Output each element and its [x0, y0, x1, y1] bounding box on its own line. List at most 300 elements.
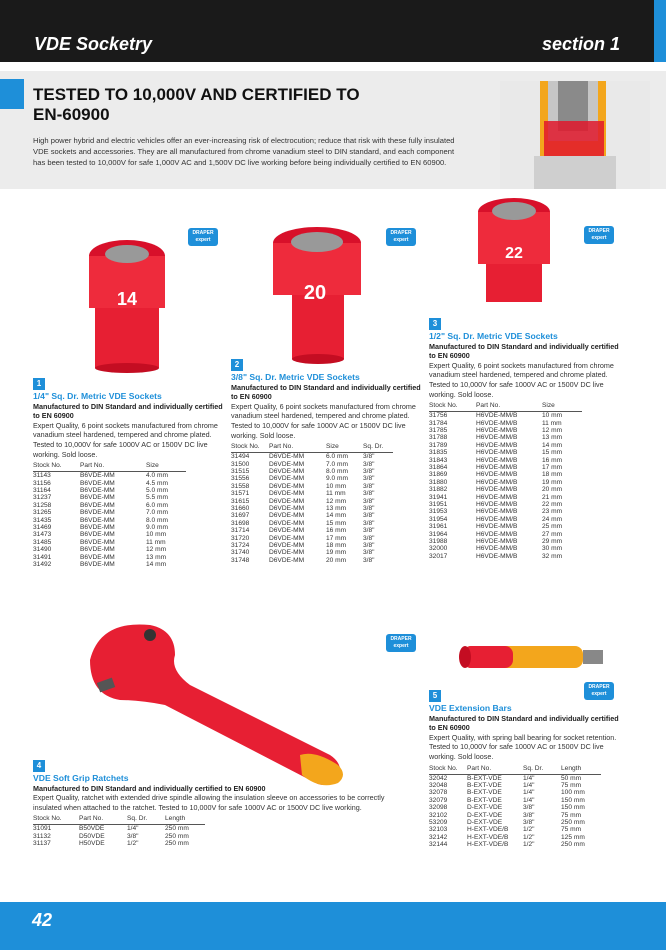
table-cell: 31698 — [231, 519, 250, 527]
table-cell: 11 mm — [326, 490, 346, 498]
section-description: Expert Quality, ratchet with extended drive spindle allowing the insulation sleeve on accessories to be correctly insulated when attached to the ratchet. Tested to 10,000V for safe 1000V AC or 1500V DC live working. — [33, 793, 385, 812]
table-cell: 31492 — [33, 561, 52, 569]
table-cell: 31880 — [429, 478, 448, 486]
section-description: Expert Quality, 6 point sockets manufactured from chrome vanadium steel hardened, tempered and chrome plated. Tested to 10,000V for safe 1000V AC or 1500V DC live working. Sold loose. — [33, 420, 218, 459]
table-cell: 53209 — [429, 819, 448, 826]
table-cell: 31571 — [231, 490, 250, 498]
table-row — [231, 498, 393, 505]
table-cell: H6VDE-MM/B — [476, 478, 518, 486]
table-cell: 32142 — [429, 833, 448, 841]
table-row — [33, 546, 186, 553]
table-cell: 31869 — [429, 471, 448, 479]
table-cell: 25 mm — [542, 523, 563, 531]
table-cell: 10 mm — [326, 482, 347, 490]
table-cell: 31164 — [33, 486, 51, 494]
section-subtitle: Manufactured to DIN Standard and individually certified to EN 60900 — [33, 401, 223, 421]
product-table: Stock No. Part No. Sq. Dr. Length 32042 B-EXT-VDE 1/4" 50 mm 32048 B-EXT-VDE 1/4" 75 mm 32078 B-EXT-VDE 1/4" 100 mm 32079 B-EXT-VDE 1/4" 150 mm 32098 D-EXT-VDE 3/8" 150 mm 32102 D-EXT-VDE 3/8" 75 mm 53209 D-EXT-VDE 3/8" 250 mm 32103 H-EXT-VDE/B 1/2" 75 mm 32142 H-EXT-VDE/B 1/2" 125 mm 32144 H-EXT-VDE/B 1/2" 250 mm — [429, 765, 601, 849]
table-cell: 15 mm — [542, 449, 563, 457]
table-cell: 3/8" — [363, 490, 375, 498]
svg-text:20: 20 — [303, 282, 327, 304]
table-cell: 31720 — [231, 534, 250, 542]
section-subtitle: Manufactured to DIN Standard and individually certified to EN 60900 — [231, 382, 421, 402]
table-cell: 31473 — [33, 531, 52, 539]
table-cell: H6VDE-MM/B — [476, 464, 518, 471]
table-row — [429, 774, 601, 782]
table-cell: 12 mm — [146, 546, 167, 554]
section-number: 3 — [429, 318, 441, 330]
table-cell: 32042 — [429, 774, 448, 782]
table-cell: 17 mm — [542, 464, 563, 471]
section-description: Expert Quality, with spring ball bearing for socket retention. Tested to 10,000V for safe 1000V AC or 1500V DC live working. Sold loose. — [429, 732, 617, 761]
table-cell: 3/8" — [523, 811, 535, 819]
table-cell: 3/8" — [363, 519, 375, 527]
table-row — [429, 442, 582, 449]
table-cell: H6VDE-MM/B — [476, 486, 518, 494]
table-cell: D6VDE-MM — [269, 482, 305, 490]
table-cell: B6VDE-MM — [80, 546, 115, 554]
header-accent — [654, 0, 666, 62]
table-cell: 31954 — [429, 515, 448, 523]
table-cell: H6VDE-MM/B — [476, 530, 518, 538]
extension-bar-image — [455, 628, 615, 678]
product-section-3 — [429, 318, 619, 560]
table-cell: 31132 — [33, 832, 51, 840]
intro-panel — [0, 71, 666, 189]
table-cell: B6VDE-MM — [80, 553, 115, 561]
table-cell: 3/8" — [363, 497, 375, 505]
table-cell: B6VDE-MM — [80, 486, 115, 494]
table-cell: 1/4" — [127, 825, 139, 833]
table-row — [33, 825, 205, 833]
table-row — [33, 524, 186, 531]
table-cell: 31697 — [231, 512, 250, 520]
table-cell: H6VDE-MM/B — [476, 449, 518, 457]
table-cell: 22 mm — [542, 501, 563, 509]
table-cell: 9.0 mm — [146, 524, 168, 531]
table-cell: 13 mm — [542, 434, 563, 442]
table-cell: 32103 — [429, 826, 448, 834]
table-row — [429, 412, 582, 420]
table-cell: 3/8" — [363, 505, 375, 512]
table-cell: 12 mm — [326, 497, 347, 505]
table-cell: D6VDE-MM — [269, 519, 305, 527]
table-row — [429, 449, 582, 456]
table-row — [429, 427, 582, 434]
table-cell: 3/8" — [127, 832, 139, 840]
table-cell: H6VDE-MM/B — [476, 412, 518, 420]
table-cell: 4.0 mm — [146, 472, 168, 480]
table-cell: B6VDE-MM — [80, 561, 115, 569]
table-cell: 8.0 mm — [326, 467, 348, 475]
table-cell: H6VDE-MM/B — [476, 471, 518, 479]
table-cell: 6.0 mm — [326, 453, 348, 461]
table-cell: D6VDE-MM — [269, 556, 305, 564]
section-title: VDE Extension Bars — [429, 703, 512, 713]
table-cell: 14 mm — [146, 561, 167, 569]
table-row — [429, 553, 582, 560]
table-cell: B6VDE-MM — [80, 509, 115, 517]
table-cell: B-EXT-VDE — [467, 796, 502, 804]
table-cell: 5.5 mm — [146, 494, 168, 502]
draper-logo: DRAPER expert — [386, 634, 416, 652]
table-row — [429, 523, 582, 530]
table-row — [231, 527, 393, 534]
draper-logo: DRAPER expert — [584, 226, 614, 244]
table-cell: 3/8" — [363, 549, 375, 557]
table-cell: D6VDE-MM — [269, 534, 305, 542]
table-row — [231, 505, 393, 512]
table-cell: 31953 — [429, 508, 448, 516]
table-cell: 31500 — [231, 460, 250, 468]
section-subtitle: Manufactured to DIN Standard and individually certified to EN 60900 — [429, 713, 619, 733]
table-cell: B6VDE-MM — [80, 472, 115, 480]
table-cell: 3/8" — [363, 556, 375, 564]
table-cell: D6VDE-MM — [269, 453, 305, 461]
table-cell: D6VDE-MM — [269, 475, 305, 483]
table-row — [231, 483, 393, 490]
table-cell: 3/8" — [363, 475, 375, 483]
table-row — [231, 542, 393, 549]
table-cell: 31237 — [33, 494, 52, 502]
table-cell: H6VDE-MM/B — [476, 501, 518, 509]
product-table: Stock No. Part No. Sq. Dr. Length 31091 B50VDE 1/4" 250 mm 31132 D50VDE 3/8" 250 mm 31137 H50VDE 1/2" 250 mm — [33, 815, 205, 847]
table-cell: 3/8" — [523, 819, 535, 826]
table-cell: 32102 — [429, 811, 448, 819]
table-cell: H6VDE-MM/B — [476, 493, 518, 501]
table-row — [429, 457, 582, 464]
table-cell: 31490 — [33, 546, 52, 554]
table-cell: 32048 — [429, 781, 448, 789]
table-row — [231, 461, 393, 468]
table-cell: H6VDE-MM/B — [476, 552, 518, 560]
table-row — [33, 517, 186, 524]
table-cell: 32079 — [429, 796, 448, 804]
table-cell: 31265 — [33, 509, 52, 517]
table-cell: 31491 — [33, 553, 52, 561]
table-cell: B50VDE — [79, 825, 105, 833]
table-row — [429, 508, 582, 515]
table-cell: B-EXT-VDE — [467, 774, 502, 782]
table-row — [231, 475, 393, 482]
table-row — [231, 520, 393, 527]
table-cell: 8.0 mm — [146, 516, 168, 524]
product-section-2 — [231, 359, 421, 564]
table-row — [33, 509, 186, 516]
table-cell: 250 mm — [561, 819, 585, 826]
table-cell: 31941 — [429, 493, 448, 501]
table-cell: 21 mm — [542, 493, 563, 501]
svg-text:22: 22 — [505, 245, 523, 262]
product-section-1 — [33, 378, 223, 568]
table-row — [33, 502, 186, 509]
table-row — [429, 812, 601, 819]
table-row — [231, 535, 393, 542]
table-cell: 1/2" — [523, 826, 535, 834]
table-row — [231, 549, 393, 556]
section-number: 2 — [231, 359, 243, 371]
table-cell: 3/8" — [363, 534, 375, 542]
table-cell: 18 mm — [542, 471, 563, 479]
table-cell: 14 mm — [542, 441, 563, 449]
table-cell: 31156 — [33, 479, 51, 487]
table-cell: 3/8" — [363, 542, 375, 550]
header-title: VDE Socketry — [34, 34, 153, 54]
table-row — [429, 471, 582, 478]
table-cell: 31258 — [33, 501, 52, 509]
table-cell: 17 mm — [326, 534, 347, 542]
table-cell: 3/8" — [523, 804, 535, 812]
table-cell: 27 mm — [542, 530, 563, 538]
section-title: 1/2" Sq. Dr. Metric VDE Sockets — [429, 331, 558, 341]
table-row — [33, 494, 186, 501]
section-subtitle: Manufactured to DIN Standard and individually certified to EN 60900 — [33, 783, 266, 793]
table-cell: 30 mm — [542, 545, 563, 553]
table-cell: 31469 — [33, 524, 52, 531]
table-row — [429, 531, 582, 538]
table-cell: D6VDE-MM — [269, 490, 305, 498]
table-cell: 18 mm — [326, 542, 347, 550]
table-cell: 31556 — [231, 475, 250, 483]
table-cell: 12 mm — [542, 426, 563, 434]
table-cell: D6VDE-MM — [269, 467, 305, 475]
table-cell: 31784 — [429, 419, 448, 427]
table-row — [231, 453, 393, 461]
table-cell: 1/2" — [523, 841, 535, 849]
table-cell: 31740 — [231, 549, 250, 557]
socket-22-image — [476, 196, 552, 306]
table-cell: 75 mm — [561, 826, 582, 834]
table-cell: 1/4" — [523, 781, 535, 789]
table-cell: 31143 — [33, 472, 51, 480]
table-row — [429, 486, 582, 493]
table-row — [429, 789, 601, 796]
table-cell: H-EXT-VDE/B — [467, 833, 509, 841]
table-cell: 32 mm — [542, 552, 563, 560]
table-cell: H6VDE-MM/B — [476, 538, 518, 546]
table-cell: 250 mm — [165, 825, 189, 833]
table-row — [231, 512, 393, 519]
table-cell: 14 mm — [326, 512, 347, 520]
section-number: 1 — [33, 378, 45, 390]
table-row — [231, 557, 393, 564]
socket-14-label: 14 — [116, 289, 138, 309]
table-cell: H6VDE-MM/B — [476, 523, 518, 531]
table-cell: 31756 — [429, 412, 448, 420]
product-table: Stock No. Part No. Size 31756 H6VDE-MM/B 10 mm 31784 H6VDE-MM/B 11 mm 31785 H6VDE-MM/B 12 mm 31788 H6VDE-MM/B 13 mm 31789 H6VDE-MM/B 14 mm 31835 H6VDE-MM/B 15 mm 31843 H6VDE-MM/B 16 mm 31864 H6VDE-MM/B 17 mm 31869 H6VDE-MM/B 18 mm 31880 H6VDE-MM/B 19 mm 31882 H6VDE-MM/B 20 mm 31941 H6VDE-MM/B 21 mm 31951 H6VDE-MM/B 22 mm 31953 H6VDE-MM/B 23 mm 31954 H6VDE-MM/B 24 mm 31961 H6VDE-MM/B 25 mm 31964 H6VDE-MM/B 27 mm 31988 H6VDE-MM/B 29 mm 32000 H6VDE-MM/B 30 mm 32017 H6VDE-MM/B 32 mm — [429, 402, 582, 560]
socket-14-image — [85, 238, 170, 373]
table-cell: D50VDE — [79, 832, 105, 840]
table-cell: H-EXT-VDE/B — [467, 841, 509, 849]
table-cell: 13 mm — [326, 505, 347, 512]
table-row — [33, 487, 186, 494]
table-row — [429, 494, 582, 501]
product-table: Stock No. Part No. Size Sq. Dr. 31494 D6VDE-MM 6.0 mm 3/8" 31500 D6VDE-MM 7.0 mm 3/8" 31515 D6VDE-MM 8.0 mm 3/8" 31556 D6VDE-MM 9.0 mm 3/8" 31558 D6VDE-MM 10 mm 3/8" 31571 D6VDE-MM 11 mm 3/8" 31615 D6VDE-MM 12 mm 3/8" 31660 D6VDE-MM 13 mm 3/8" 31697 D6VDE-MM 14 mm 3/8" 31698 D6VDE-MM 15 mm 3/8" 31714 D6VDE-MM 16 mm 3/8" 31720 D6VDE-MM 17 mm 3/8" 31724 D6VDE-MM 18 mm 3/8" 31740 D6VDE-MM 19 mm 3/8" 31748 D6VDE-MM 20 mm 3/8" — [231, 443, 393, 564]
product-section-4 — [33, 760, 403, 848]
table-cell: H50VDE — [79, 840, 105, 848]
table-cell: 10 mm — [146, 531, 167, 539]
table-cell: 31964 — [429, 530, 448, 538]
product-table: Stock No. Part No. Size 31143 B6VDE-MM 4.0 mm 31156 B6VDE-MM 4.5 mm 31164 B6VDE-MM 5.0 mm 31237 B6VDE-MM 5.5 mm 31258 B6VDE-MM 6.0 mm 31265 B6VDE-MM 7.0 mm 31435 B6VDE-MM 8.0 mm 31469 B6VDE-MM 9.0 mm 31473 B6VDE-MM 10 mm 31485 B6VDE-MM 11 mm 31490 B6VDE-MM 12 mm 31491 B6VDE-MM 13 mm 31492 B6VDE-MM 14 mm — [33, 462, 186, 568]
table-cell: 125 mm — [561, 833, 585, 841]
table-cell: B6VDE-MM — [80, 516, 115, 524]
table-row — [429, 538, 582, 545]
table-row — [429, 516, 582, 523]
product-section-5 — [429, 690, 619, 849]
table-cell: 31788 — [429, 434, 448, 442]
table-cell: D6VDE-MM — [269, 497, 305, 505]
table-cell: D6VDE-MM — [269, 505, 305, 512]
draper-logo: DRAPER expert — [584, 682, 614, 700]
table-cell: 19 mm — [326, 549, 347, 557]
table-row — [429, 804, 601, 811]
table-row — [429, 420, 582, 427]
table-cell: 23 mm — [542, 508, 563, 516]
table-cell: 1/2" — [127, 840, 139, 848]
intro-heading: TESTED TO 10,000V AND CERTIFIED TO EN-60900 — [33, 85, 360, 124]
table-row — [429, 479, 582, 486]
table-cell: 31724 — [231, 542, 250, 550]
table-cell: H6VDE-MM/B — [476, 545, 518, 553]
table-cell: 31789 — [429, 441, 448, 449]
table-cell: 50 mm — [561, 774, 582, 782]
table-cell: 7.0 mm — [326, 460, 348, 468]
table-row — [429, 826, 601, 833]
table-cell: 3/8" — [363, 527, 375, 535]
table-cell: 31558 — [231, 482, 250, 490]
section-title: VDE Soft Grip Ratchets — [33, 773, 129, 783]
table-cell: D6VDE-MM — [269, 460, 305, 468]
table-row — [429, 501, 582, 508]
page-footer — [0, 902, 666, 950]
table-cell: 32144 — [429, 841, 448, 849]
table-cell: 31951 — [429, 501, 448, 509]
table-row — [429, 819, 601, 826]
table-cell: B6VDE-MM — [80, 479, 115, 487]
table-cell: 31515 — [231, 467, 250, 475]
table-cell: B6VDE-MM — [80, 538, 115, 546]
table-cell: H-EXT-VDE/B — [467, 826, 509, 834]
table-cell: 11 mm — [542, 419, 562, 427]
table-cell: 31864 — [429, 464, 448, 471]
table-cell: 3/8" — [363, 467, 375, 475]
table-cell: B6VDE-MM — [80, 494, 115, 502]
table-cell: 16 mm — [542, 456, 563, 464]
table-cell: 15 mm — [326, 519, 347, 527]
section-title: 1/4" Sq. Dr. Metric VDE Sockets — [33, 391, 162, 401]
table-cell: B6VDE-MM — [80, 501, 115, 509]
table-cell: 3/8" — [363, 453, 375, 461]
table-cell: 13 mm — [146, 553, 167, 561]
table-row — [33, 480, 186, 487]
table-cell: 1/4" — [523, 796, 535, 804]
intro-body: High power hybrid and electric vehicles offer an ever-increasing risk of electrocution; reduce that risk with these fully insulated VDE sockets and accessories. They are all manufactured from chrome vanadium steel to DIN standard, and each component has been tested to 10,000V for safe 1,000V AC and 1,500V DC live working before being individually certified to EN 60900. — [33, 136, 455, 167]
table-row — [429, 797, 601, 804]
draper-logo: DRAPER expert — [386, 228, 416, 246]
table-cell: 31660 — [231, 505, 250, 512]
table-row — [33, 539, 186, 546]
table-cell: 32017 — [429, 552, 448, 560]
table-cell: 31137 — [33, 840, 51, 848]
table-cell: 150 mm — [561, 796, 585, 804]
table-cell: 31961 — [429, 523, 448, 531]
table-cell: 11 mm — [146, 538, 166, 546]
table-cell: 4.5 mm — [146, 479, 168, 487]
table-cell: B6VDE-MM — [80, 531, 115, 539]
intro-tab — [0, 79, 24, 109]
page-number: 42 — [32, 910, 53, 930]
socket-closeup-image — [500, 81, 650, 189]
table-cell: 1/2" — [523, 833, 535, 841]
socket-20-image — [270, 225, 365, 365]
table-row — [231, 490, 393, 497]
table-cell: 6.0 mm — [146, 501, 168, 509]
table-cell: 10 mm — [542, 412, 563, 420]
table-cell: 31843 — [429, 456, 448, 464]
table-row — [429, 434, 582, 441]
table-cell: 24 mm — [542, 515, 563, 523]
table-cell: 29 mm — [542, 538, 563, 546]
table-cell: D6VDE-MM — [269, 527, 305, 535]
table-cell: 19 mm — [542, 478, 563, 486]
table-cell: D-EXT-VDE — [467, 819, 503, 826]
table-cell: 31748 — [231, 556, 250, 564]
table-row — [33, 554, 186, 561]
table-cell: 100 mm — [561, 789, 585, 797]
table-row — [33, 561, 186, 568]
table-cell: 1/4" — [523, 774, 535, 782]
table-cell: 16 mm — [326, 527, 347, 535]
table-cell: H6VDE-MM/B — [476, 426, 518, 434]
table-row — [429, 841, 601, 848]
table-cell: H6VDE-MM/B — [476, 515, 518, 523]
table-cell: 31988 — [429, 538, 448, 546]
table-row — [33, 833, 205, 840]
table-row — [33, 840, 205, 847]
table-row — [429, 782, 601, 789]
section-description: Expert Quality, 6 point sockets manufactured from chrome vanadium steel hardened, tempered and chrome plated. Tested to 10,000V for safe 1000V AC or 1500V DC live working. Sold loose. — [231, 401, 416, 440]
table-cell: D-EXT-VDE — [467, 804, 503, 812]
table-cell: D6VDE-MM — [269, 549, 305, 557]
table-cell: 5.0 mm — [146, 486, 168, 494]
table-cell: 250 mm — [165, 832, 189, 840]
draper-logo: DRAPER expert — [188, 228, 218, 246]
table-cell: H6VDE-MM/B — [476, 456, 518, 464]
section-number: 4 — [33, 760, 45, 772]
table-cell: 31435 — [33, 516, 52, 524]
section-number: 5 — [429, 690, 441, 702]
table-cell: 75 mm — [561, 781, 582, 789]
table-cell: 20 mm — [326, 556, 347, 564]
page-header — [0, 0, 666, 62]
header-section: section 1 — [541, 34, 620, 54]
table-cell: D6VDE-MM — [269, 542, 305, 550]
table-cell: 31714 — [231, 527, 250, 535]
table-row — [429, 464, 582, 471]
table-cell: B6VDE-MM — [80, 524, 115, 531]
table-cell: 31785 — [429, 426, 448, 434]
table-cell: H6VDE-MM/B — [476, 508, 518, 516]
table-cell: 3/8" — [363, 482, 375, 490]
table-row — [429, 834, 601, 841]
section-subtitle: Manufactured to DIN Standard and individually certified to EN 60900 — [429, 341, 619, 361]
table-cell: 250 mm — [561, 841, 585, 849]
table-row — [231, 468, 393, 475]
table-cell: 150 mm — [561, 804, 585, 812]
table-row — [429, 545, 582, 552]
table-cell: 7.0 mm — [146, 509, 168, 517]
table-cell: D-EXT-VDE — [467, 811, 503, 819]
table-cell: B-EXT-VDE — [467, 781, 502, 789]
